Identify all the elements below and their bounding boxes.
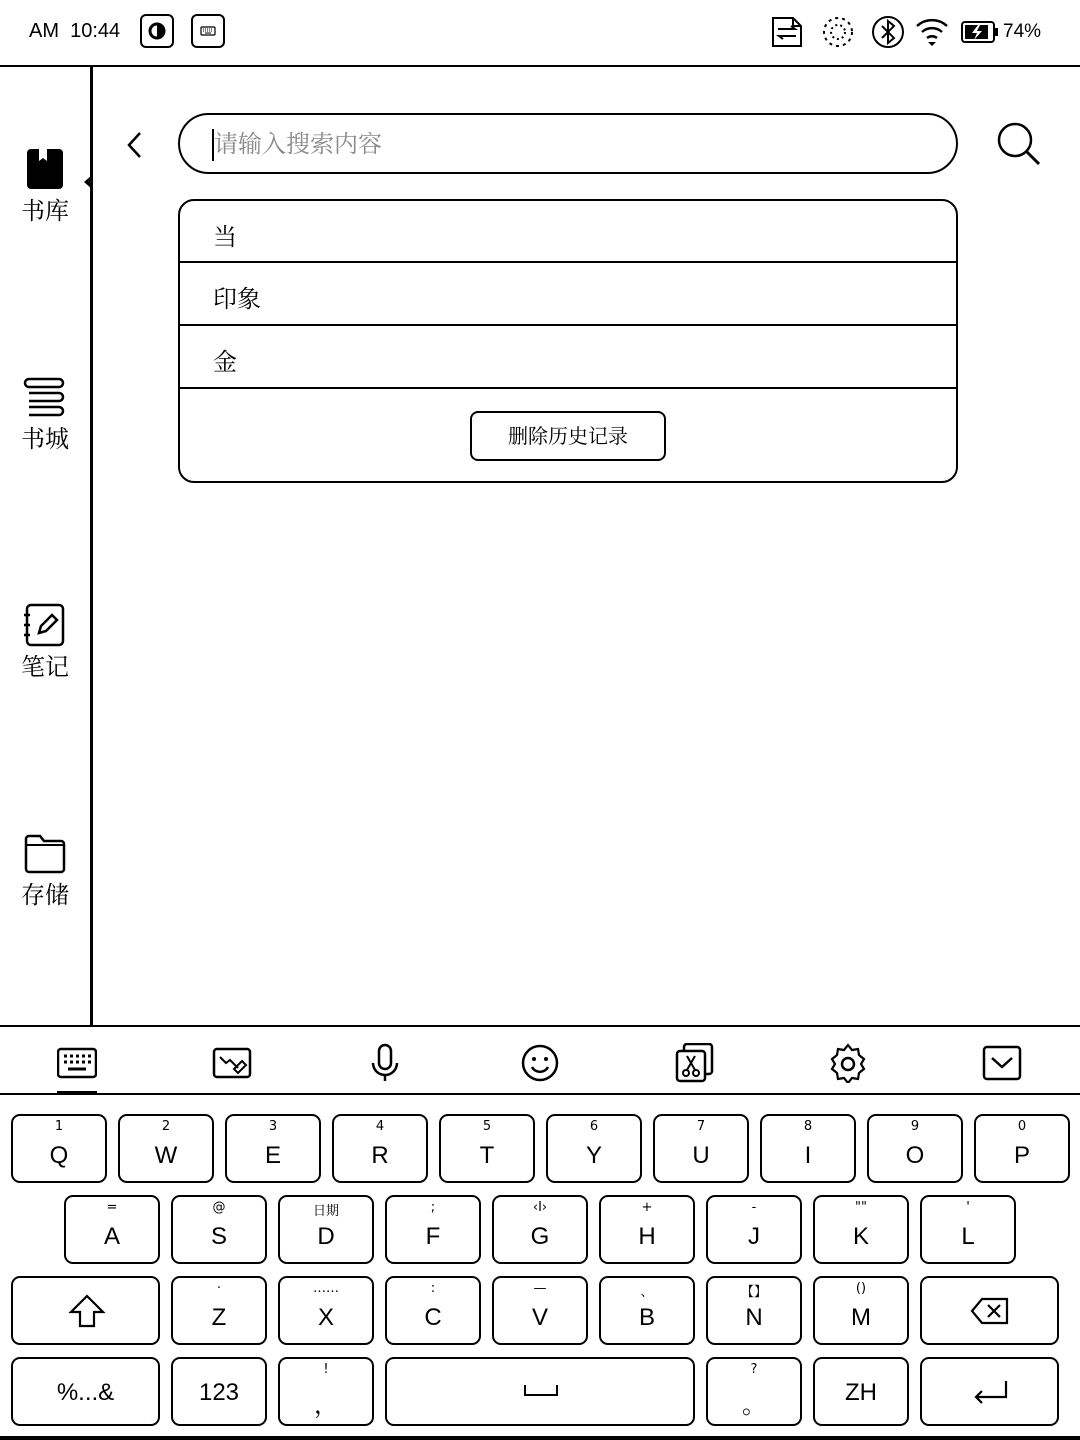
key-q[interactable]: 1 Q — [11, 1114, 107, 1183]
key-z[interactable]: · Z — [171, 1276, 267, 1345]
hide-keyboard-icon[interactable] — [982, 1043, 1022, 1083]
key-f[interactable]: ; F — [385, 1195, 481, 1264]
key-x[interactable]: …… X — [278, 1276, 374, 1345]
battery-percentage: 74% — [1003, 21, 1042, 42]
enter-key[interactable] — [920, 1357, 1059, 1426]
wifi-icon[interactable] — [914, 14, 950, 50]
sidebar-item-notes[interactable] — [0, 603, 90, 681]
language-key[interactable]: ZH — [813, 1357, 909, 1426]
active-indicator — [84, 175, 92, 189]
space-key[interactable] — [385, 1357, 695, 1426]
history-item[interactable]: 印象 — [180, 263, 956, 326]
status-bar — [0, 0, 1080, 67]
key-k[interactable]: "" K — [813, 1195, 909, 1264]
search-icon — [995, 120, 1043, 168]
key-a[interactable]: = A — [64, 1195, 160, 1264]
notes-icon — [23, 603, 67, 647]
search-input[interactable] — [214, 127, 914, 161]
keyboard-icon[interactable] — [57, 1043, 97, 1083]
period-key[interactable]: ? 。 — [706, 1357, 802, 1426]
active-tab-indicator — [57, 1091, 97, 1094]
sidebar-item-storage[interactable] — [0, 831, 90, 909]
key-m[interactable]: () M — [813, 1276, 909, 1345]
key-o[interactable]: 9 O — [867, 1114, 963, 1183]
key-l[interactable]: ' L — [920, 1195, 1016, 1264]
bookstore-icon — [23, 375, 67, 419]
sync-icon[interactable] — [820, 14, 856, 50]
history-item[interactable]: 金 — [180, 326, 956, 389]
sidebar-item-label: 笔记 — [21, 653, 69, 681]
sidebar-item-library[interactable] — [0, 147, 90, 225]
key-y[interactable]: 6 Y — [546, 1114, 642, 1183]
key-d[interactable]: 日期 D — [278, 1195, 374, 1264]
key-p[interactable]: 0 P — [974, 1114, 1070, 1183]
key-t[interactable]: 5 T — [439, 1114, 535, 1183]
sidebar-item-bookstore[interactable] — [0, 375, 90, 453]
emoji-icon[interactable] — [520, 1043, 560, 1083]
sidebar-item-label: 书城 — [21, 425, 69, 453]
keyboard-icon[interactable] — [191, 14, 225, 48]
search-history-list — [178, 199, 958, 483]
key-v[interactable]: — V — [492, 1276, 588, 1345]
key-j[interactable]: - J — [706, 1195, 802, 1264]
sidebar — [0, 67, 93, 1025]
key-h[interactable]: + H — [599, 1195, 695, 1264]
backspace-key[interactable] — [920, 1276, 1059, 1345]
status-clock: AM 10:44 — [29, 20, 121, 42]
key-u[interactable]: 7 U — [653, 1114, 749, 1183]
symbols-key[interactable]: %...& — [11, 1357, 160, 1426]
history-item[interactable]: 当 — [180, 201, 956, 263]
key-w[interactable]: 2 W — [118, 1114, 214, 1183]
numbers-key[interactable]: 123 — [171, 1357, 267, 1426]
keyboard-toolbar — [0, 1025, 1080, 1095]
back-button[interactable] — [120, 128, 150, 162]
key-e[interactable]: 3 E — [225, 1114, 321, 1183]
screen-bottom-edge — [0, 1436, 1080, 1440]
key-n[interactable]: 【】 N — [706, 1276, 802, 1345]
handwriting-icon[interactable] — [212, 1043, 252, 1083]
shift-icon — [67, 1292, 107, 1332]
screen-refresh-icon[interactable] — [140, 14, 174, 48]
sidebar-item-label: 书库 — [21, 197, 69, 225]
clear-history-button[interactable]: 删除历史记录 — [470, 411, 666, 461]
comma-key[interactable]: ! ， — [278, 1357, 374, 1426]
chevron-left-icon — [120, 128, 150, 162]
bookshelf-icon — [23, 147, 67, 191]
search-field[interactable] — [178, 113, 958, 174]
enter-icon — [970, 1377, 1010, 1407]
key-b[interactable]: 、 B — [599, 1276, 695, 1345]
key-r[interactable]: 4 R — [332, 1114, 428, 1183]
backspace-icon — [970, 1296, 1010, 1326]
file-transfer-icon[interactable] — [769, 14, 805, 50]
text-caret — [212, 129, 214, 161]
clipboard-icon[interactable] — [674, 1043, 714, 1083]
shift-key[interactable] — [11, 1276, 160, 1345]
search-button[interactable] — [995, 120, 1043, 168]
battery-charging-icon — [960, 14, 1000, 50]
settings-icon[interactable] — [828, 1043, 868, 1083]
microphone-icon[interactable] — [365, 1043, 405, 1083]
key-c[interactable]: : C — [385, 1276, 481, 1345]
key-g[interactable]: ‹I› G — [492, 1195, 588, 1264]
key-i[interactable]: 8 I — [760, 1114, 856, 1183]
key-s[interactable]: @ S — [171, 1195, 267, 1264]
bluetooth-icon[interactable] — [870, 14, 906, 50]
sidebar-item-label: 存储 — [21, 881, 69, 909]
space-icon — [523, 1383, 559, 1399]
folder-icon — [23, 831, 67, 875]
